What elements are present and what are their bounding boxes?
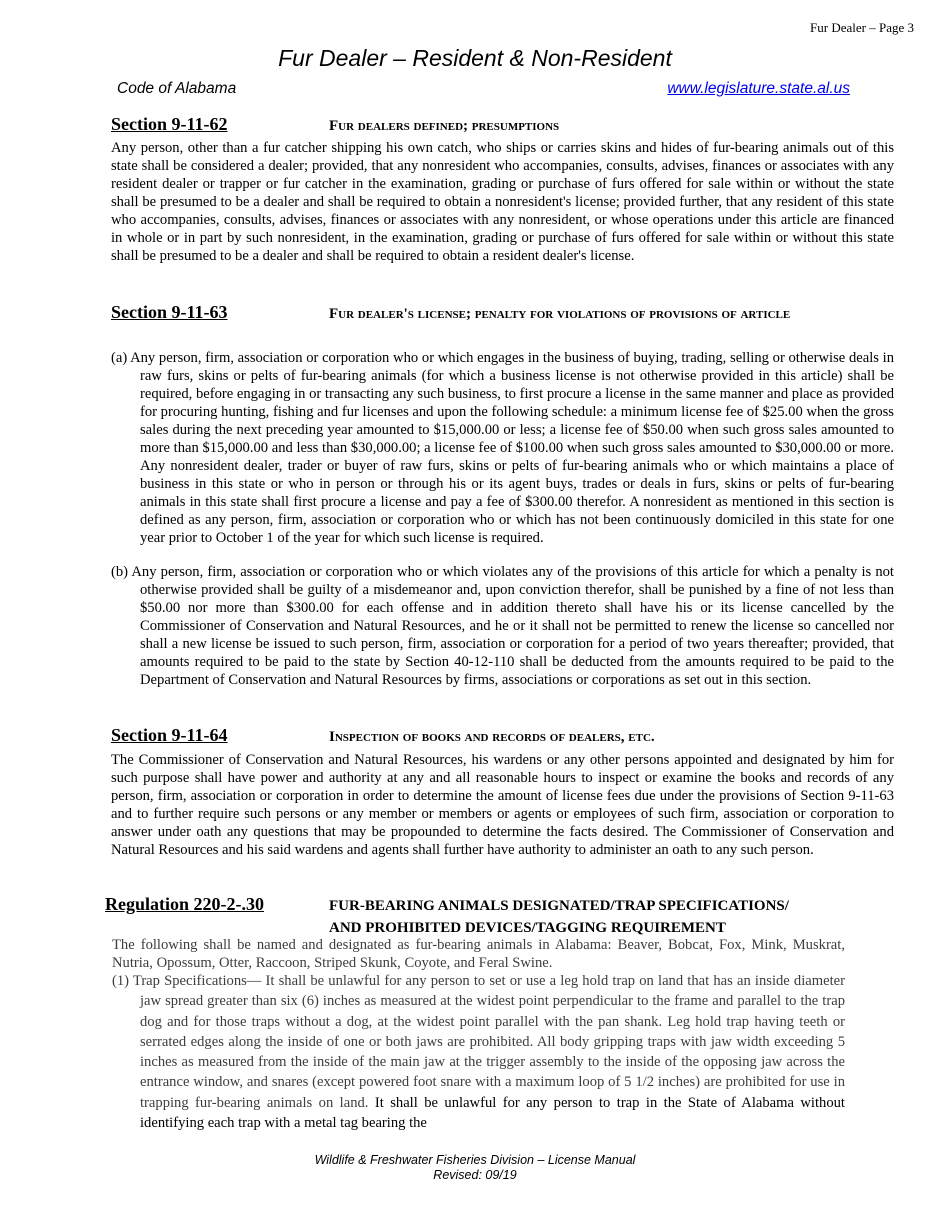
code-of-alabama-label: Code of Alabama bbox=[117, 80, 237, 97]
page-footer bbox=[0, 1153, 950, 1183]
regulation-intro: The following shall be named and designated as fur-bearing animals in Alabama: Beaver, Bobcat, Fox, Mink, Muskrat, Nutria, Opossum, Otter, Raccoon, Striped Skunk, Coyote, and Feral Swine. bbox=[112, 937, 845, 971]
section-number: Section 9-11-63 bbox=[111, 302, 228, 322]
document-title: Fur Dealer – Resident & Non-Resident bbox=[278, 45, 672, 71]
section-body: Any person, other than a fur catcher shipping his own catch, who ships or carries skins and hides of fur-bearing animals out of this state shall be considered a dealer; provided, that any nonresident who accompanies, consults, advises, finances or associates with any resident dealer or trapper or fur catcher in the examination, grading or purchase of furs offered for sale within or without the state shall be presumed to be a dealer and shall be required to obtain a nonresident's license; provided further, that any resident of this state who accompanies, consults, advises, finances or associates with any nonresident, or whose operations under this article are financed in whole or in part by such nonresident, in the examination, grading or purchase of furs offered for sale within or without this state shall be presumed to be a dealer and shall be required to obtain a resident dealer's license. bbox=[111, 140, 894, 264]
footer-revision: Revised: 09/19 bbox=[433, 1168, 517, 1182]
section-body: The Commissioner of Conservation and Natural Resources, his wardens or any other persons appointed and designated by him for such purpose shall have power and authority at any and all reasonable hours to inspect or examine the books and records of any person, firm, association or corporation in order to determine the amount of license fees due under the provisions of Section 9-11-63 and to further require such persons or any member or members or agents or employees of such firm, association or corporation to answer under oath any questions that may be propounded to determine the facts desired. The Commissioner of Conservation and Natural Resources and his said wardens and agents shall further have authority to administer an oath to any such person. bbox=[111, 752, 894, 858]
regulation-title-line-2: AND PROHIBITED DEVICES/TAGGING REQUIREMENT bbox=[329, 920, 726, 936]
footer-manual-title: Wildlife & Freshwater Fisheries Division – License Manual bbox=[314, 1153, 636, 1167]
section-title: Fur dealers defined; presumptions bbox=[329, 118, 560, 134]
list-item: (b) Any person, firm, association or corporation who or which violates any of the provisions of this article for which a penalty is not otherwise provided shall be guilty of a misdemeanor and, upon conviction therefor, shall be punished by a fine of not less than $50.00 nor more than $300.00 for each offense and in addition thereto shall have his or its license cancelled by the Commissioner of Conservation and Natural Resources, and he or it shall not be permitted to renew the license so cancelled nor shall a new license be issued to such person, firm, association or corporation for a period of two years thereafter; provided, that amounts required to be paid to the state by Section 40-12-110 shall be deducted from the amounts required to be paid to the Department of Conservation and Natural Resources by firms, associations or corporations as set out in this section. bbox=[111, 564, 894, 688]
section-number: Section 9-11-64 bbox=[111, 725, 228, 745]
regulation-number: Regulation 220-2-.30 bbox=[105, 894, 264, 914]
page-number: Fur Dealer – Page 3 bbox=[810, 20, 914, 35]
legislature-website-link[interactable]: www.legislature.state.al.us bbox=[667, 80, 850, 97]
regulation-item-text: (1) Trap Specifications— It shall be unlawful for any person to set or use a leg hold trap on land that has an inside diameter jaw spread greater than six (6) inches as measured at the widest point perpendicular to the frame and parallel to the trap dog and for those traps without a dog, at the widest point parallel with the pan shank. Leg hold trap having teeth or serrated edges along the inside of one or both jaws are prohibited. All body gripping traps with jaw width exceeding 5 inches as measured from the inside of the main jaw at the trigger assembly to the inside of the opposing jaw across the entrance window, and snares (except powered foot snare with a maximum loop of 5 1/2 inches) are prohibited for use in trapping fur-bearing animals on land. bbox=[112, 973, 845, 1111]
section-title: Inspection of books and records of dealers, etc. bbox=[329, 729, 655, 745]
section-number: Section 9-11-62 bbox=[111, 114, 228, 134]
regulation-item-text-continued: It shall be unlawful for any person to trap in the State of Alabama without identifying each trap with a metal tag bearing the bbox=[140, 1094, 845, 1132]
list-item: (a) Any person, firm, association or corporation who or which engages in the business of buying, trading, selling or otherwise deals in raw furs, skins or pelts of fur-bearing animals (for which a business license is not otherwise provided in this article) shall be required, before engaging in or transacting any such business, to first procure a license in the same manner and place as provided for procuring hunting, fishing and fur licenses and upon the following schedule: a minimum license fee of $25.00 when the gross sales during the next preceding year amounted to $15,000.00 or less; a license fee of $50.00 when such gross sales amounted to more than $15,000.00 and less than $30,000.00; a license fee of $100.00 when such gross sales amounted to $30,000.00 or more. Any nonresident dealer, trader or buyer of raw furs, skins or pelts of fur-bearing animals who or which maintains a place of business in this state or who in person or through his or its agent buys, trades or deals in furs, skins or pelts of fur-bearing animals in this state shall first procure a license and pay a fee of $300.00 therefor. A nonresident as mentioned in this section is defined as any person, firm, association or corporation who or which has not been continuously domiciled in this state for one year prior to October 1 of the year for which such license is required. bbox=[111, 350, 894, 546]
regulation-title bbox=[329, 895, 889, 939]
section-title: Fur dealer's license; penalty for violations of provisions of article bbox=[329, 306, 791, 322]
regulation-item-trap-specifications bbox=[112, 971, 845, 1133]
regulation-title-line-1: FUR-BEARING ANIMALS DESIGNATED/TRAP SPECIFICATIONS/ bbox=[329, 898, 789, 914]
